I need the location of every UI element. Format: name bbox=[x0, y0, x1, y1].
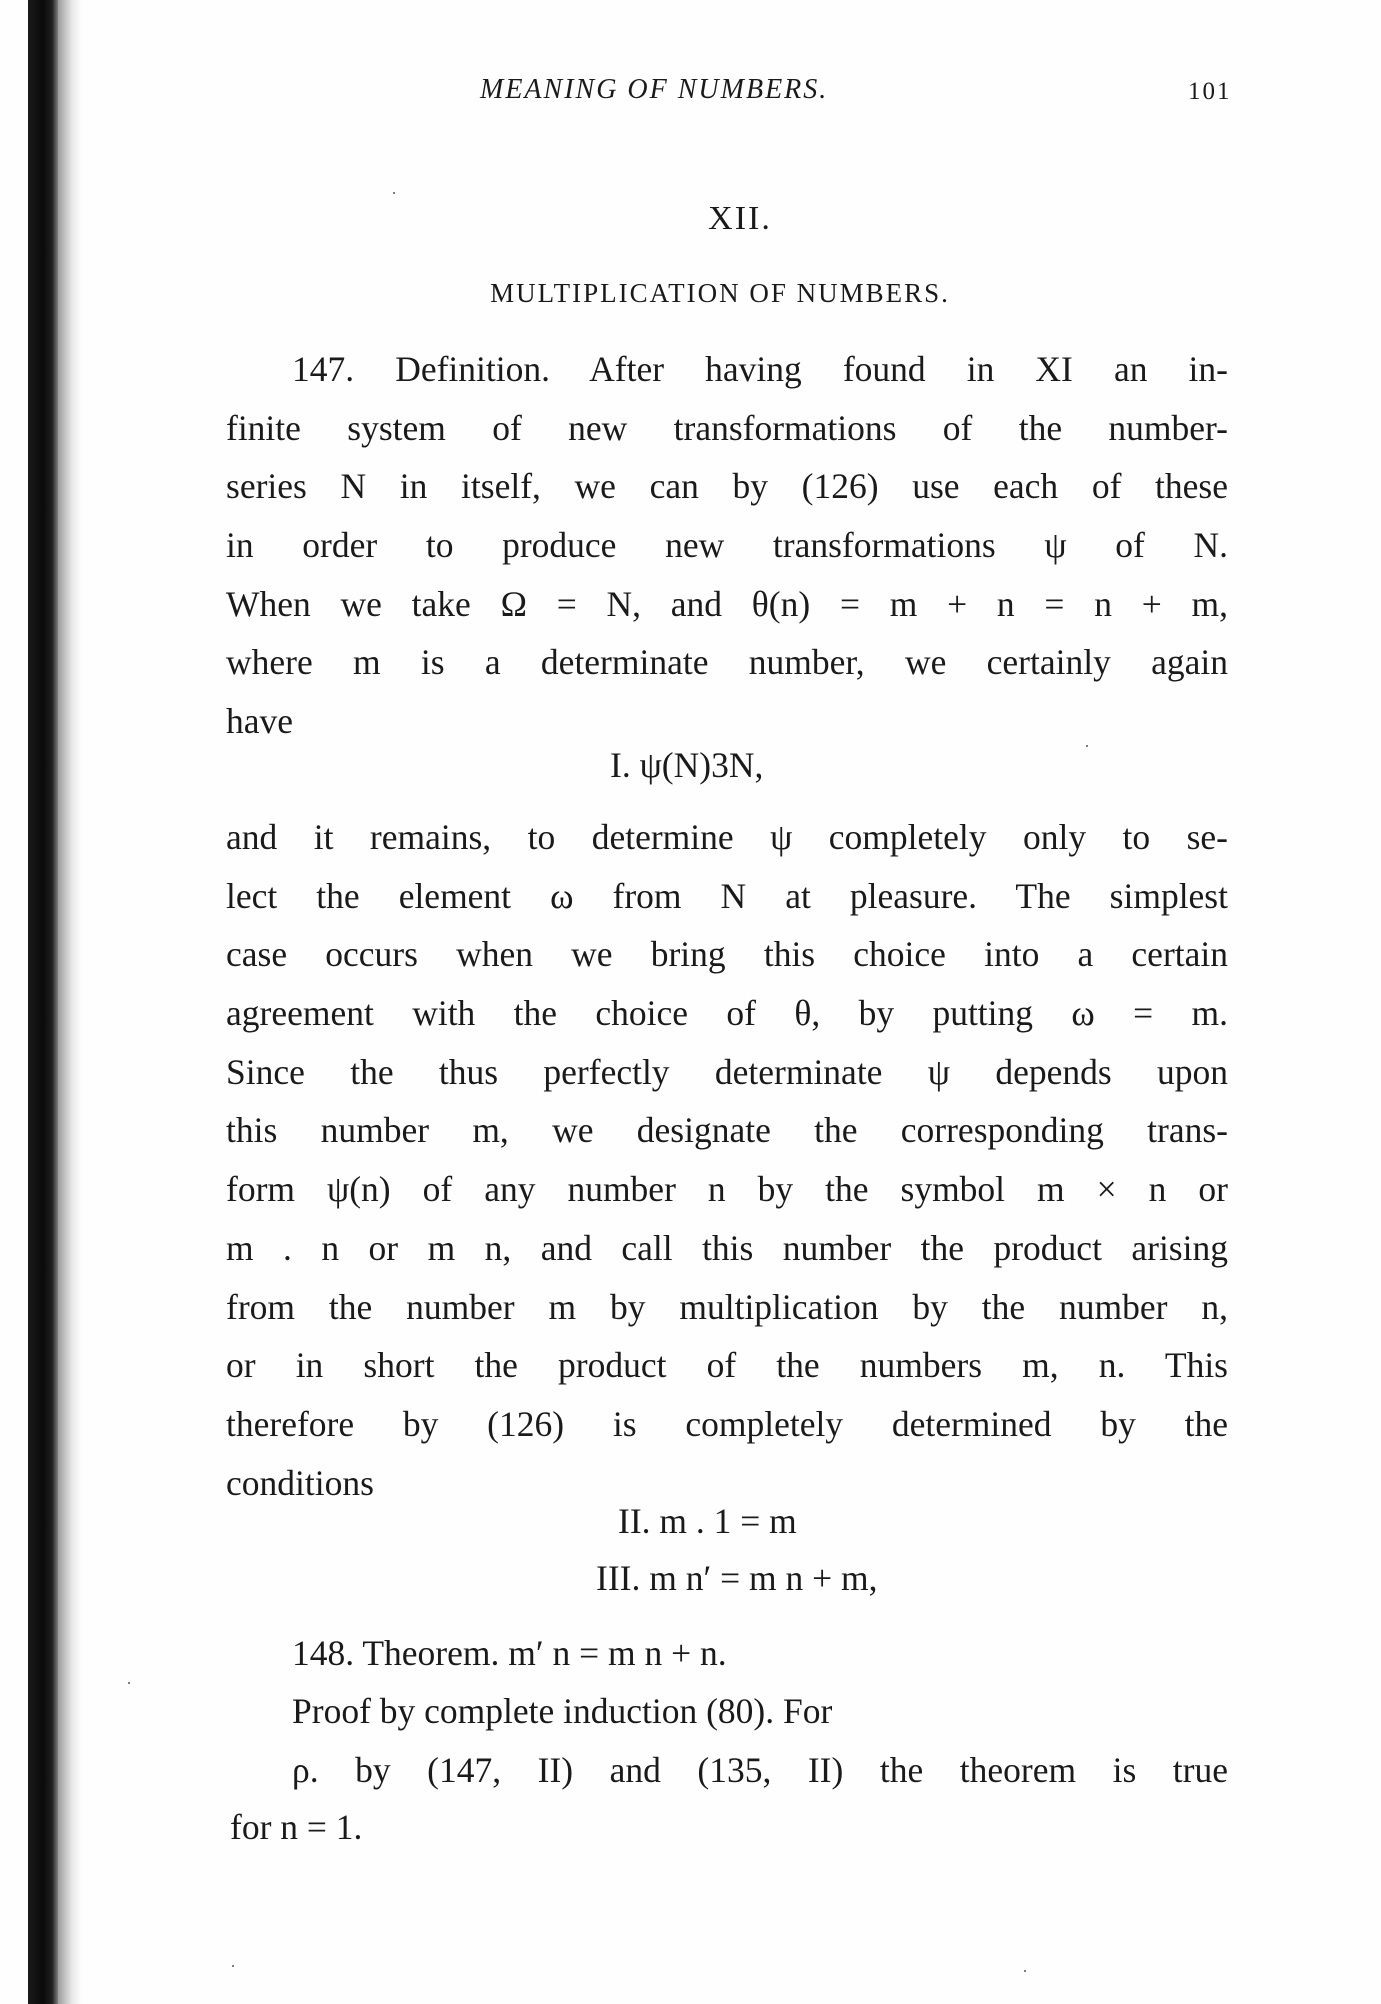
text-line: conditions bbox=[226, 1462, 374, 1503]
text-line: have bbox=[226, 701, 294, 742]
section-147-paragraph-1 bbox=[226, 340, 1228, 751]
text-line: series N in itself, we can by (126) use each of these bbox=[226, 466, 1228, 507]
formula-II: II. m . 1 = m bbox=[618, 1501, 797, 1541]
text-line: Since the thus perfectly determinate ψ depends upon bbox=[226, 1051, 1228, 1092]
proof-intro: Proof by complete induction (80). For bbox=[292, 1691, 833, 1731]
text-line: 147. Definition. After having found in XI an in- bbox=[292, 349, 1228, 389]
text-line: agreement with the choice of θ, by putting ω = m. bbox=[226, 993, 1228, 1034]
theorem-148: 148. Theorem. m′ n = m n + n. bbox=[292, 1633, 727, 1673]
formula-I: I. ψ(N)3N, bbox=[610, 745, 764, 785]
scan-speck bbox=[232, 1965, 234, 1967]
text-line: case occurs when we bring this choice into a certain bbox=[226, 934, 1228, 975]
text-line: where m is a determinate number, we certainly again bbox=[226, 642, 1228, 683]
text-line: lect the element ω from N at pleasure. The simplest bbox=[226, 875, 1228, 916]
text-line: from the number m by multiplication by the number n, bbox=[226, 1286, 1228, 1327]
text-line: this number m, we designate the corresponding trans- bbox=[226, 1110, 1228, 1151]
proof-rho-paragraph bbox=[226, 1741, 1228, 1800]
for-line: for n = 1. bbox=[230, 1807, 363, 1847]
text-line: ρ. by (147, II) and (135, II) the theorem is true bbox=[292, 1750, 1228, 1790]
text-line: in order to produce new transformations ψ of N. bbox=[226, 525, 1228, 566]
scan-speck bbox=[1086, 745, 1088, 747]
text-line: m . n or m n, and call this number the product arising bbox=[226, 1227, 1228, 1268]
text-line: form ψ(n) of any number n by the symbol m × n or bbox=[226, 1169, 1228, 1210]
chapter-title: MULTIPLICATION OF NUMBERS. bbox=[490, 278, 950, 308]
scan-speck bbox=[1024, 1970, 1026, 1972]
scan-speck bbox=[393, 192, 395, 194]
text-line: finite system of new transformations of the number- bbox=[226, 407, 1228, 448]
text-line: or in short the product of the numbers m, n. This bbox=[226, 1345, 1228, 1386]
chapter-number: XII. bbox=[708, 200, 772, 237]
text-line: and it remains, to determine ψ completely only to se- bbox=[226, 817, 1228, 857]
page-number: 101 bbox=[1188, 78, 1232, 105]
section-147-paragraph-2 bbox=[226, 808, 1228, 1512]
scan-speck bbox=[128, 1682, 130, 1684]
text-line: therefore by (126) is completely determined by the bbox=[226, 1403, 1228, 1444]
formula-III: III. m n′ = m n + m, bbox=[596, 1558, 878, 1598]
running-head: MEANING OF NUMBERS. bbox=[480, 74, 829, 105]
text-line: When we take Ω = N, and θ(n) = m + n = n + m, bbox=[226, 583, 1228, 624]
